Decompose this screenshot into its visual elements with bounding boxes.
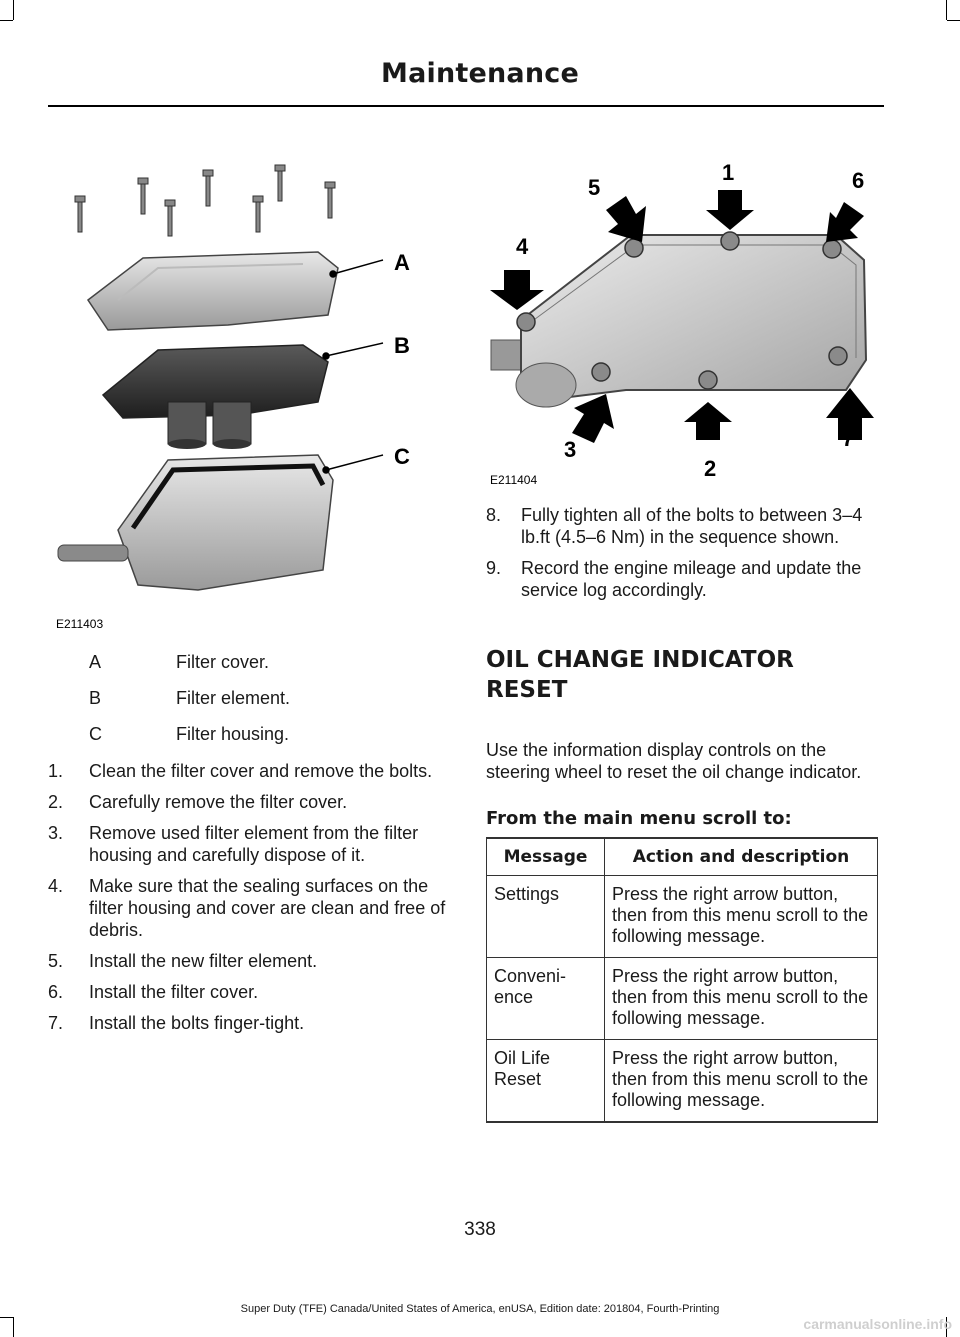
filter-exploded-illustration [48,140,448,635]
legend-text: Filter housing. [176,724,290,744]
action-cell: Press the right arrow button, then from this menu scroll to the following message. [605,958,878,1040]
bolt [325,182,335,218]
crop-mark [947,20,960,21]
bolt [203,170,213,206]
list-item [48,791,453,813]
page-number: 338 [464,1219,496,1240]
watermark[interactable]: carmanualsonline.info [803,1316,952,1332]
steps-list-left [48,760,453,1043]
list-item [48,950,453,972]
bolt [165,200,175,236]
step-number: 4. [48,876,64,896]
action-cell: Press the right arrow button, then from this menu scroll to the following message. [605,876,878,958]
section-heading [486,645,876,705]
section-heading-line: OIL CHANGE INDICATOR [486,647,794,673]
step-number: 8. [486,505,502,525]
legend-row [56,688,446,724]
bolt [138,178,148,214]
callout-6: 6 [852,168,865,193]
bolt-sequence-illustration [486,150,884,490]
legend-row [56,724,446,760]
callout-b: B [394,333,410,358]
crop-mark [13,0,14,20]
header-divider [48,105,884,107]
step-number: 3. [48,823,64,843]
column-header-message: Message [487,838,605,876]
list-item [48,981,453,1003]
step-number: 5. [48,951,64,971]
callout-c: C [394,444,410,469]
page-title: Maintenance [381,58,579,89]
list-item [486,504,884,548]
list-item [48,1012,453,1034]
bolt [253,196,263,232]
table-row [487,876,878,958]
list-item [48,760,453,782]
step-text: Install the new filter element. [89,951,318,971]
message-cell: Oil Life Reset [487,1040,605,1123]
crop-mark [0,20,13,21]
step-text: Install the bolts finger-tight. [89,1013,305,1033]
step-number: 7. [48,1013,64,1033]
legend-key: C [89,724,102,744]
legend-text: Filter cover. [176,652,270,672]
figure-code: E211404 [490,473,538,487]
message-cell: Conveni- ence [487,958,605,1040]
table-row [487,1040,878,1123]
bolt [275,165,285,201]
step-number: 9. [486,558,502,578]
legend-key: A [89,652,102,672]
crop-mark [13,1317,14,1337]
figure-legend [56,652,446,760]
message-table [486,837,878,1123]
list-item [48,875,453,941]
table-header-row [487,838,878,876]
step-text: Carefully remove the filter cover. [89,792,348,812]
step-text: Remove used filter element from the filter housing and carefully dispose of it. [89,823,419,865]
figure-bolt-sequence [486,150,884,490]
step-text: Clean the filter cover and remove the bolts. [89,761,433,781]
table-intro: From the main menu scroll to: [486,808,792,829]
column-header-action: Action and description [605,838,878,876]
step-text: Record the engine mileage and update the service log accordingly. [521,558,862,600]
callout-2: 2 [704,456,717,481]
step-number: 2. [48,792,64,812]
figure-code: E211403 [56,617,104,631]
callout-7: 7 [842,426,855,451]
table-row [487,958,878,1040]
legend-key: B [89,688,102,708]
section-heading-line: RESET [486,677,568,703]
step-text: Fully tighten all of the bolts to between 3–4 lb.ft (4.5–6 Nm) in the sequence shown. [521,505,863,547]
legend-text: Filter element. [176,688,291,708]
legend-row [56,652,446,688]
message-cell: Settings [487,876,605,958]
callout-a: A [394,250,410,275]
crop-mark [946,0,947,20]
action-cell: Press the right arrow button, then from this menu scroll to the following message. [605,1040,878,1123]
callout-3: 3 [564,437,577,462]
step-number: 6. [48,982,64,1002]
steps-list-right [486,504,884,610]
bolt [75,196,85,232]
step-text: Make sure that the sealing surfaces on the filter housing and cover are clean and free of debris. [89,876,446,940]
filter-housing-shape [118,455,333,590]
figure-filter-exploded [48,140,448,635]
callout-1: 1 [722,160,735,185]
step-number: 1. [48,761,64,781]
callout-4: 4 [516,234,529,259]
list-item [48,822,453,866]
footer-text: Super Duty (TFE) Canada/United States of America, enUSA, Edition date: 201804, Fourth-Printing [240,1303,720,1315]
crop-mark [0,1317,13,1318]
step-text: Install the filter cover. [89,982,259,1002]
callout-5: 5 [588,175,601,200]
section-intro: Use the information display controls on the steering wheel to reset the oil change indicator. [486,740,862,782]
list-item [486,557,884,601]
